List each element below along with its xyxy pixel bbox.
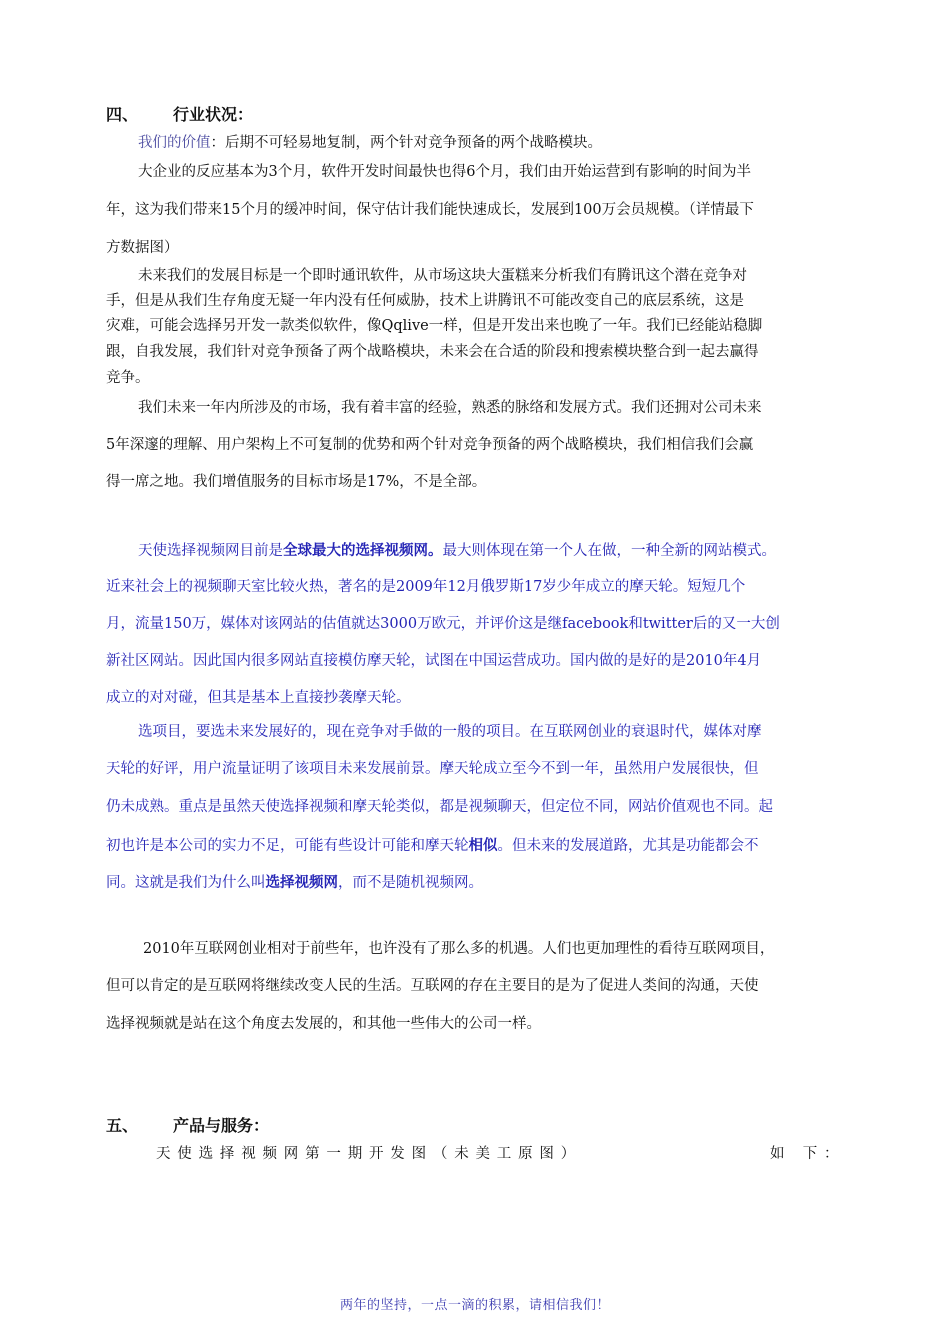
value-text: ：后期不可轻易地复制，两个针对竞争预备的两个战略模块。 [210,135,602,151]
section-5-intro: 天使选择视频网第一期开发图（未美工原图） [156,1146,582,1162]
value-label: 我们的价值 [138,135,211,151]
s4-p3-line: 5年深邃的理解、用户架构上不可复制的优势和两个针对竞争预备的两个战略模块，我们相信我们会赢 [106,437,754,453]
p2010-line: 但可以肯定的是互联网将继续改变人民的生活。互联网的存在主要目的是为了促进人类间的沟通，天使 [106,978,759,994]
s4-p2-line: 灾难，可能会选择另开发一款类似软件，像Qqlive一样，但是开发出来也晚了一年。我们已经能站稳脚 [106,318,763,334]
s4-p2-line: 竞争。 [106,370,150,386]
blue-p1-line [138,542,776,560]
section-4-number: 四、 [106,105,139,124]
section-5-heading [106,1113,269,1136]
blue-p1-line: 近来社会上的视频聊天室比较火热，著名的是2009年12月俄罗斯17岁少年成立的摩天轮。短短几个 [106,579,746,595]
blue-p2-line: 选项目，要选未来发展好的，现在竞争对手做的一般的项目。在互联网创业的衰退时代，媒体对摩 [138,724,762,740]
blue-p2-l5-bold: 选择视频网 [265,874,338,891]
page-footer: 两年的坚持，一点一滴的积累，请相信我们！ [339,1298,610,1313]
s4-p1-line: 大企业的反应基本为3个月，软件开发时间最快也得6个月，我们由开始运营到有影响的时间为半 [138,164,751,180]
p2010-line: 2010年互联网创业相对于前些年，也许没有了那么多的机遇。人们也更加理性的看待互联网项目， [143,941,775,957]
blue-p1-post: 最大则体现在第一个人在做，一种全新的网站模式。 [442,543,776,559]
s4-p2-line: 手，但是从我们生存角度无疑一年内没有任何威胁，技术上讲腾讯不可能改变自己的底层系统，这是 [106,293,744,309]
section-4-heading [106,102,253,125]
blue-p2-l5-pre: 同。这就是我们为什么叫 [106,875,266,891]
blue-p1-line: 新社区网站。因此国内很多网站直接模仿摩天轮，试图在中国运营成功。国内做的是好的是2010年4月 [106,653,762,669]
s4-p3-line: 得一席之地。我们增值服务的目标市场是17%，不是全部。 [106,474,487,490]
s4-p3-line: 我们未来一年内所涉及的市场，我有着丰富的经验，熟悉的脉络和发展方式。我们还拥对公司未来 [138,400,762,416]
section-5-number: 五、 [106,1116,139,1135]
blue-p1-pre: 天使选择视频网目前是 [138,543,283,559]
blue-p1-line: 月，流量150万，媒体对该网站的估值就达3000万欧元，并评价这是继facebook和twitter后的又一大创 [106,616,780,632]
s4-p1-line: 年，这为我们带来15个月的缓冲时间，保守估计我们能快速成长，发展到100万会员规模。（详情最下 [106,202,754,218]
section-5-intro-end: 如 下： [770,1146,846,1162]
s4-p1-line: 方数据图） [106,240,179,256]
blue-p2-l5-post: ，而不是随机视频网。 [338,875,483,891]
blue-p2-l4-pre: 初也许是本公司的实力不足，可能有些设计可能和摩天轮 [106,838,469,854]
blue-p1-bold: 全球最大的选择视频网。 [283,542,443,559]
blue-p1-line: 成立的对对碰，但其是基本上直接抄袭摩天轮。 [106,690,411,706]
blue-p2-l4-post: 。但未来的发展道路，尤其是功能都会不 [497,838,759,854]
value-line [138,135,602,152]
blue-p2-line [106,874,483,892]
s4-p2-line: 未来我们的发展目标是一个即时通讯软件，从市场这块大蛋糕来分析我们有腾讯这个潜在竞争对 [138,268,747,284]
blue-p2-line [106,837,759,855]
section-4-title: 行业状况： [173,105,254,124]
section-5-title: 产品与服务： [173,1116,270,1135]
blue-p2-l4-bold: 相似 [468,837,498,854]
blue-p2-line: 天轮的好评，用户流量证明了该项目未来发展前景。摩天轮成立至今不到一年，虽然用户发展很快，但 [106,761,759,777]
p2010-line: 选择视频就是站在这个角度去发展的，和其他一些伟大的公司一样。 [106,1016,541,1032]
s4-p2-line: 跟，自我发展，我们针对竞争预备了两个战略模块，未来会在合适的阶段和搜索模块整合到一起去赢得 [106,344,759,360]
blue-p2-line: 仍未成熟。重点是虽然天使选择视频和摩天轮类似，都是视频聊天，但定位不同，网站价值观也不同。起 [106,799,773,815]
